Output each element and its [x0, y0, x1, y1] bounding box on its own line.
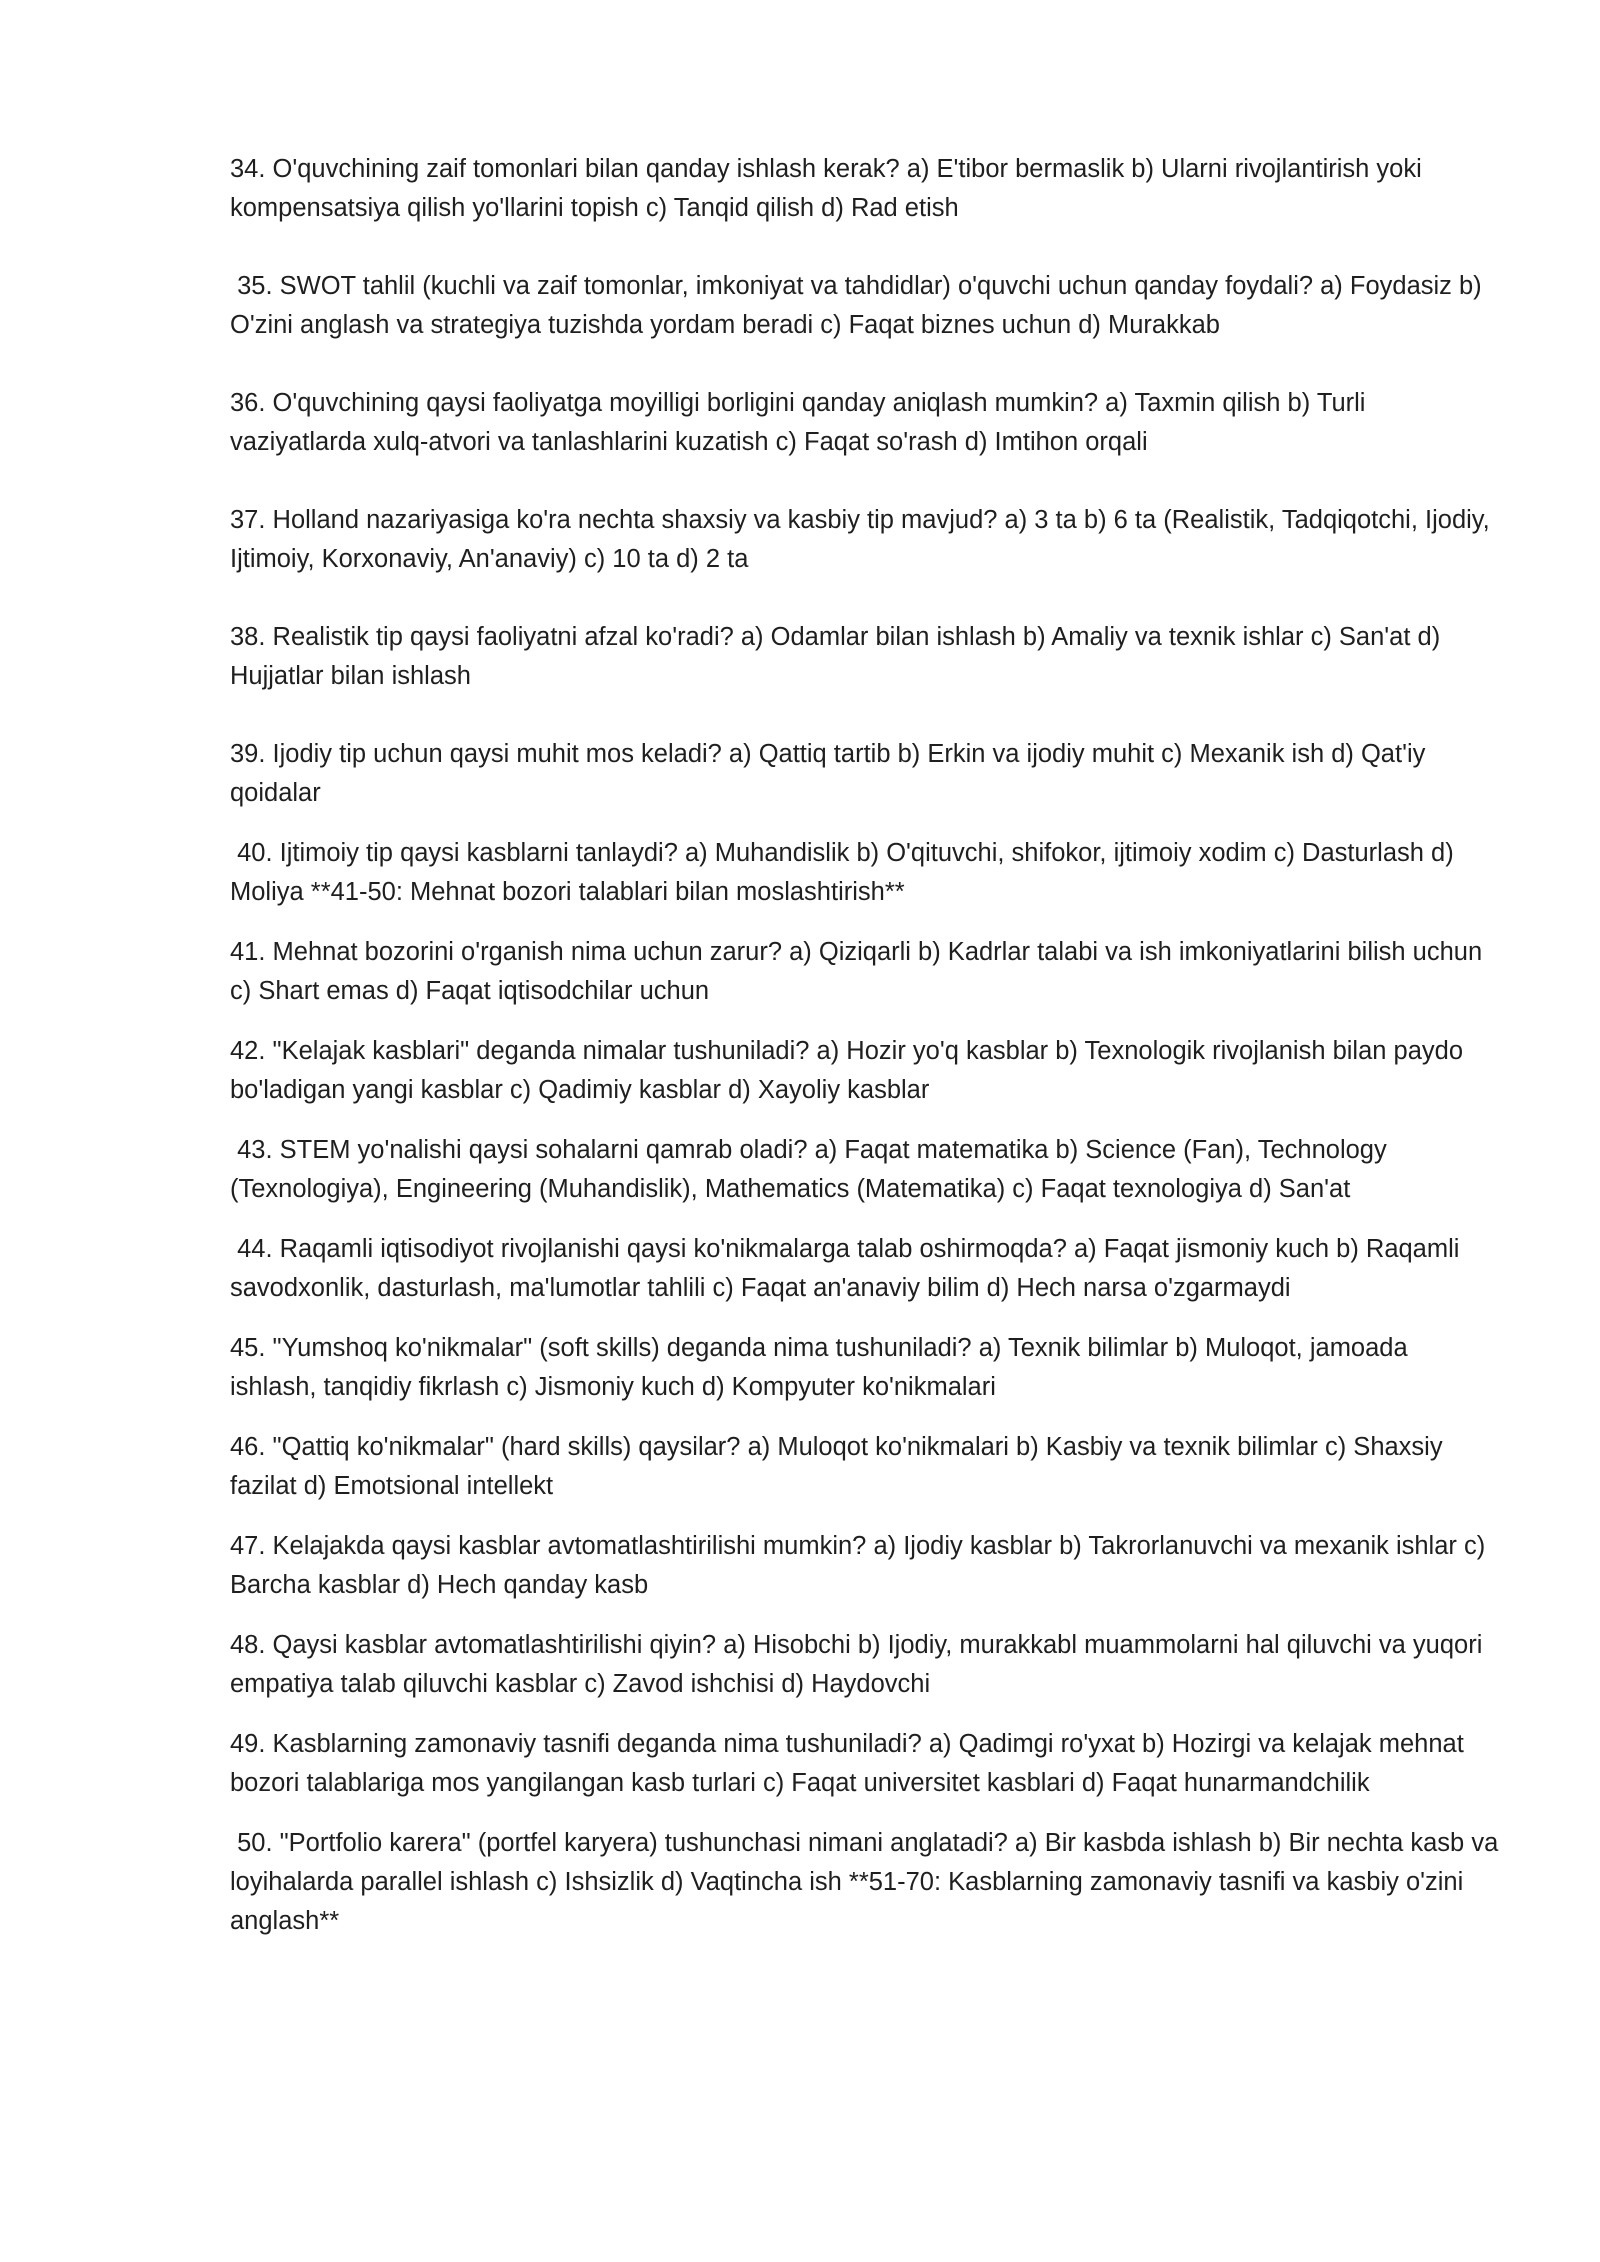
question-44: 44. Raqamli iqtisodiyot rivojlanishi qaysi ko'nikmalarga talab oshirmoqda? a) Faqat jismoniy kuch b) Raqamli savodxonlik, dasturlash, ma'lumotlar tahlili c) Faqat an'anaviy bilim d) Hech narsa o'zgarmaydi	[230, 1235, 1467, 1302]
question-36: 36. O'quvchining qaysi faoliyatga moyilligi borligini qanday aniqlash mumkin? a) Taxmin qilish b) Turli vaziyatlarda xulq-atvori va tanlashlarini kuzatish c) Faqat so'rash d) Imtihon orqali	[230, 389, 1373, 456]
question-45: 45. "Yumshoq ko'nikmalar" (soft skills) deganda nima tushuniladi? a) Texnik bilimlar b) Muloqot, jamoada ishlash, tanqidiy fikrlash c) Jismoniy kuch d) Kompyuter ko'nikmalari	[230, 1334, 1415, 1401]
question-34: 34. O'quvchining zaif tomonlari bilan qanday ishlash kerak? a) E'tibor bermaslik b) Ularni rivojlantirish yoki kompensatsiya qilish yo'llarini topish c) Tanqid qilish d) Rad etish	[230, 155, 1429, 222]
question-50: 50. "Portfolio karera" (portfel karyera) tushunchasi nimani anglatadi? a) Bir kasbda ishlash b) Bir nechta kasb va loyihalarda parallel ishlash c) Ishsizlik d) Vaqtincha ish **51-70: Kasblarning zamonaviy tasnifi va kasbiy o'zini anglash**	[230, 1829, 1506, 1935]
question-39: 39. Ijodiy tip uchun qaysi muhit mos keladi? a) Qattiq tartib b) Erkin va ijodiy muhit c) Mexanik ish d) Qat'iy qoidalar	[230, 740, 1433, 807]
question-35: 35. SWOT tahlil (kuchli va zaif tomonlar, imkoniyat va tahdidlar) o'quvchi uchun qanday foydali? a) Foydasiz b) O'zini anglash va strategiya tuzishda yordam beradi c) Faqat biznes uchun d) Murakkab	[230, 272, 1489, 339]
question-43: 43. STEM yo'nalishi qaysi sohalarni qamrab oladi? a) Faqat matematika b) Science (Fan), Technology (Texnologiya), Engineering (Muhandislik), Mathematics (Matematika) c) Faqat texnologiya d) San'at	[230, 1136, 1394, 1203]
question-37: 37. Holland nazariyasiga ko'ra nechta shaxsiy va kasbiy tip mavjud? a) 3 ta b) 6 ta (Realistik, Tadqiqotchi, Ijodiy, Ijtimoiy, Korxonaviy, An'anaviy) c) 10 ta d) 2 ta	[230, 506, 1497, 573]
question-42: 42. "Kelajak kasblari" deganda nimalar tushuniladi? a) Hozir yo'q kasblar b) Texnologik rivojlanish bilan paydo bo'ladigan yangi kasblar c) Qadimiy kasblar d) Xayoliy kasblar	[230, 1037, 1471, 1104]
question-38: 38. Realistik tip qaysi faoliyatni afzal ko'radi? a) Odamlar bilan ishlash b) Amaliy va texnik ishlar c) San'at d) Hujjatlar bilan ishlash	[230, 623, 1448, 690]
document-body	[230, 150, 1506, 1941]
question-46: 46. "Qattiq ko'nikmalar" (hard skills) qaysilar? a) Muloqot ko'nikmalari b) Kasbiy va texnik bilimlar c) Shaxsiy fazilat d) Emotsional intellekt	[230, 1433, 1450, 1500]
question-48: 48. Qaysi kasblar avtomatlashtirilishi qiyin? a) Hisobchi b) Ijodiy, murakkabl muammolarni hal qiluvchi va yuqori empatiya talab qiluvchi kasblar c) Zavod ishchisi d) Haydovchi	[230, 1631, 1490, 1698]
question-47: 47. Kelajakda qaysi kasblar avtomatlashtirilishi mumkin? a) Ijodiy kasblar b) Takrorlanuvchi va mexanik ishlar c) Barcha kasblar d) Hech qanday kasb	[230, 1532, 1493, 1599]
question-49: 49. Kasblarning zamonaviy tasnifi deganda nima tushuniladi? a) Qadimgi ro'yxat b) Hozirgi va kelajak mehnat bozori talablariga mos yangilangan kasb turlari c) Faqat universitet kasblari d) Faqat hunarmandchilik	[230, 1730, 1471, 1797]
question-41: 41. Mehnat bozorini o'rganish nima uchun zarur? a) Qiziqarli b) Kadrlar talabi va ish imkoniyatlarini bilish uchun c) Shart emas d) Faqat iqtisodchilar uchun	[230, 938, 1490, 1005]
question-40: 40. Ijtimoiy tip qaysi kasblarni tanlaydi? a) Muhandislik b) O'qituvchi, shifokor, ijtimoiy xodim c) Dasturlash d) Moliya **41-50: Mehnat bozori talablari bilan moslashtirish**	[230, 839, 1461, 906]
